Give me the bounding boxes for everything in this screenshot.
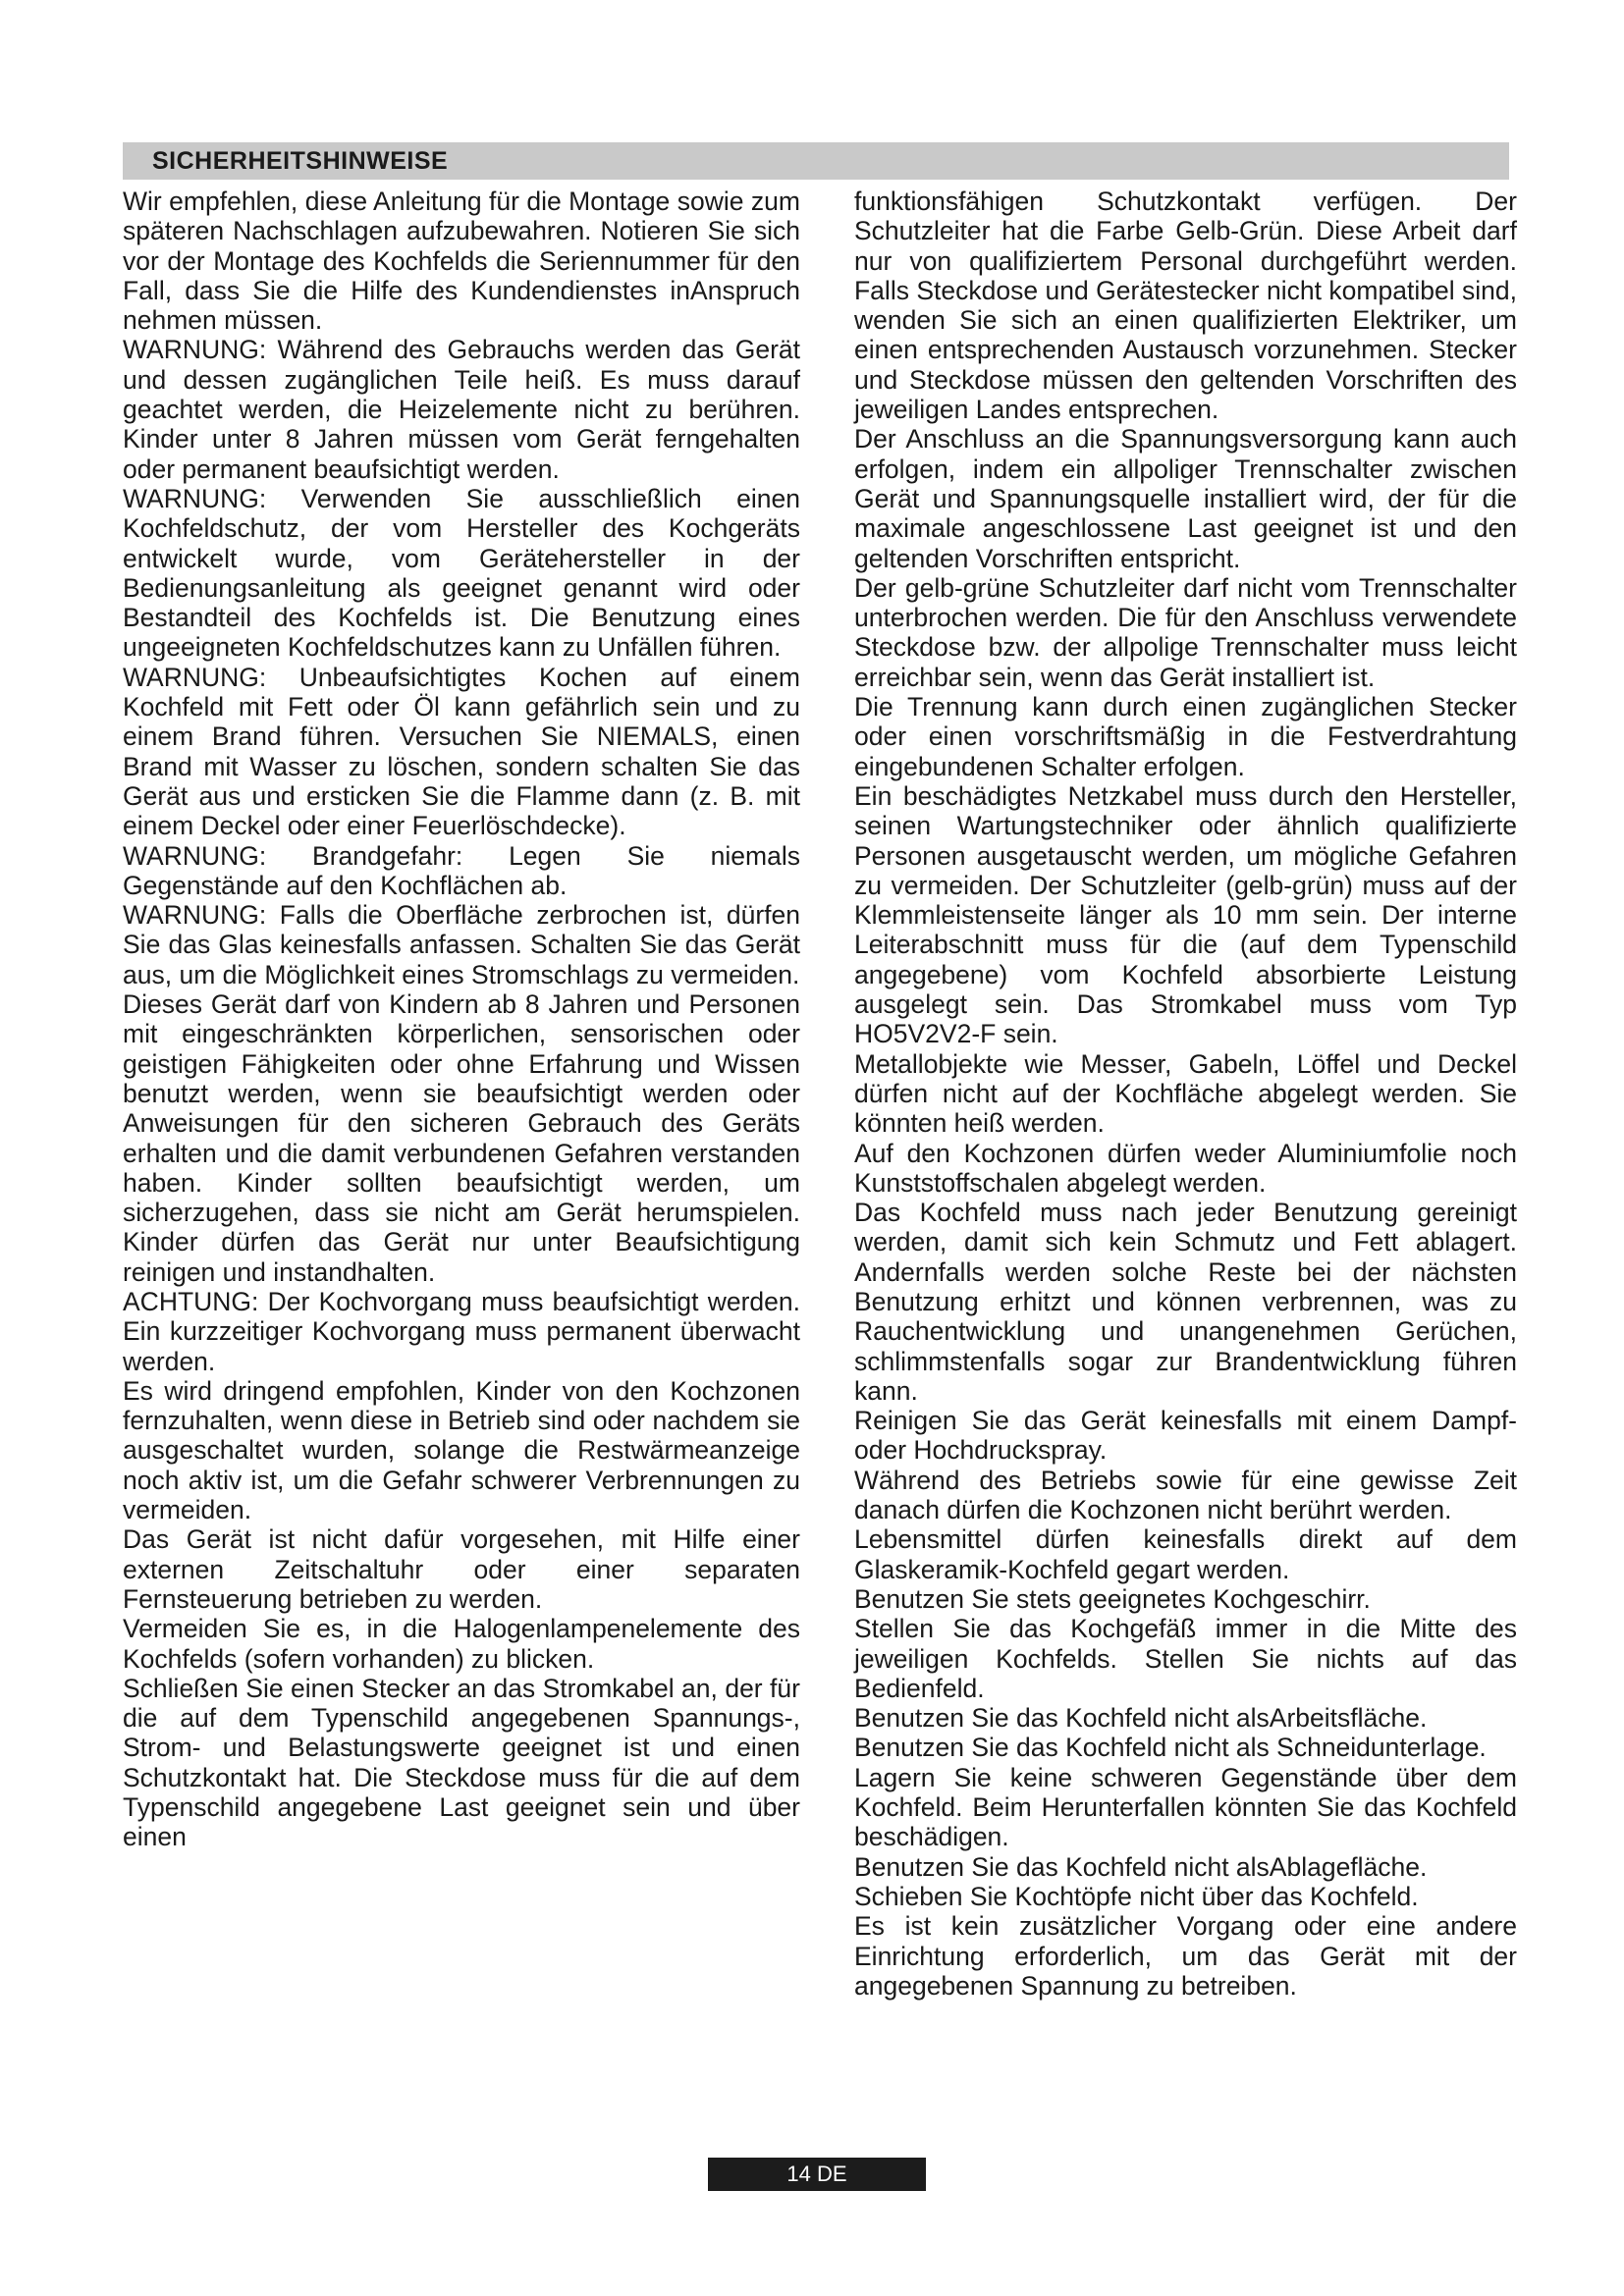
paragraph: Lebensmittel dürfen keinesfalls direkt auf dem Glaskeramik-Kochfeld gegart werden. (854, 1524, 1517, 1584)
paragraph: Benutzen Sie das Kochfeld nicht alsArbeitsfläche. (854, 1703, 1428, 1734)
right-column (854, 187, 1517, 2001)
paragraph: Es wird dringend empfohlen, Kinder von den Kochzonen fernzuhalten, wenn diese in Betrieb sind oder nachdem sie ausgeschaltet wurden, solange die Restwärmeanzeige noch aktiv ist, um die Gefahr schwerer Verbrennungen zu vermeiden. (123, 1375, 800, 1525)
paragraph: WARNUNG: Unbeaufsichtigtes Kochen auf einem Kochfeld mit Fett oder Öl kann gefährlich sein und zu einem Brand führen. Versuchen Sie NIEMALS, einen Brand mit Wasser zu löschen, sondern schalten Sie das Gerät aus und ersticken Sie die Flamme dann (z. B. mit einem Deckel oder einer Feuerlöschdecke). (123, 662, 800, 841)
paragraph: Metallobjekte wie Messer, Gabeln, Löffel und Deckel dürfen nicht auf der Kochfläche abgelegt werden. Sie könnten heiß werden. (854, 1048, 1517, 1139)
paragraph: Benutzen Sie stets geeignetes Kochgeschirr. (854, 1583, 1371, 1614)
paragraph: Die Trennung kann durch einen zugänglichen Stecker oder einen vorschriftsmäßig in die Festverdrahtung eingebundenen Schalter erfolgen. (854, 692, 1517, 781)
paragraph: Vermeiden Sie es, in die Halogenlampenelemente des Kochfelds (sofern vorhanden) zu blicken. (123, 1614, 800, 1674)
paragraph: Es ist kein zusätzlicher Vorgang oder eine andere Einrichtung erforderlich, um das Gerät mit der angegebenen Spannung zu betreiben. (854, 1911, 1517, 2001)
paragraph: Während des Betriebs sowie für eine gewisse Zeit danach dürfen die Kochzonen nicht berührt werden. (854, 1465, 1517, 1525)
paragraph: funktionsfähigen Schutzkontakt verfügen. Der Schutzleiter hat die Farbe Gelb-Grün. Diese Arbeit darf nur von qualifiziertem Personal durchgeführt werden. Falls Steckdose und Gerätestecker nicht kompatibel sind, wenden Sie sich an einen qualifizierten Elektriker, um einen entsprechenden Austausch vorzunehmen. Stecker und Steckdose müssen den geltenden Vorschriften des jeweiligen Landes entsprechen. (854, 187, 1517, 425)
paragraph: Der gelb-grüne Schutzleiter darf nicht vom Trennschalter unterbrochen werden. Die für den Anschluss verwendete Steckdose bzw. der allpolige Trennschalter muss leicht erreichbar sein, wenn das Gerät installiert ist. (854, 572, 1517, 692)
page-number: 14 DE (708, 2158, 926, 2191)
paragraph: WARNUNG: Während des Gebrauchs werden das Gerät und dessen zugänglichen Teile heiß. Es muss darauf geachtet werden, die Heizelemente nicht zu berühren. Kinder unter 8 Jahren müssen vom Gerät ferngehalten oder permanent beaufsichtigt werden. (123, 335, 800, 484)
paragraph: Ein beschädigtes Netzkabel muss durch den Hersteller, seinen Wartungstechniker oder ähnlich qualifizierte Personen ausgetauscht werden, um mögliche Gefahren zu vermeiden. Der Schutzleiter (gelb-grün) muss auf der Klemmleistenseite länger als 10 mm sein. Der interne Leiterabschnitt muss für die (auf dem Typenschild angegebene) vom Kochfeld absorbierte Leistung ausgelegt sein. Das Stromkabel muss vom Typ HO5V2V2-F sein. (854, 780, 1517, 1049)
paragraph: Wir empfehlen, diese Anleitung für die Montage sowie zum späteren Nachschlagen aufzubewahren. Notieren Sie sich vor der Montage des Kochfelds die Seriennummer für den Fall, dass Sie die Hilfe des Kundendienstes inAnspruch nehmen müssen. (123, 187, 800, 336)
paragraph: Der Anschluss an die Spannungsversorgung kann auch erfolgen, indem ein allpoliger Trennschalter zwischen Gerät und Spannungsquelle installiert wird, der für die maximale angeschlossene Last geeignet ist und den geltenden Vorschriften entspricht. (854, 424, 1517, 573)
paragraph: Reinigen Sie das Gerät keinesfalls mit einem Dampf- oder Hochdruckspray. (854, 1406, 1517, 1466)
paragraph: Das Kochfeld muss nach jeder Benutzung gereinigt werden, damit sich kein Schmutz und Fett ablagert. Andernfalls werden solche Reste bei der nächsten Benutzung erhitzt und können verbrennen, was zu Rauchentwicklung und unangenehmen Gerüchen, schlimmstenfalls sogar zur Brandentwicklung führen kann. (854, 1198, 1517, 1406)
paragraph: WARNUNG: Verwenden Sie ausschließlich einen Kochfeldschutz, der vom Hersteller des Kochgeräts entwickelt wurde, vom Gerätehersteller in der Bedienungsanleitung als geeignet genannt wird oder Bestandteil des Kochfelds ist. Die Benutzung eines ungeeigneten Kochfeldschutzes kann zu Unfällen führen. (123, 483, 800, 663)
paragraph: Dieses Gerät darf von Kindern ab 8 Jahren und Personen mit eingeschränkten körperlichen, sensorischen oder geistigen Fähigkeiten oder ohne Erfahrung und Wissen benutzt werden, wenn sie beaufsichtigt werden oder Anweisungen für den sicheren Gebrauch des Geräts erhalten und die damit verbundenen Gefahren verstanden haben. Kinder sollten beaufsichtigt werden, um sicherzugehen, dass sie nicht am Gerät herumspielen. Kinder dürfen das Gerät nur unter Beaufsichtigung reinigen und instandhalten. (123, 989, 800, 1287)
paragraph: Auf den Kochzonen dürfen weder Aluminiumfolie noch Kunststoffschalen abgelegt werden. (854, 1138, 1517, 1198)
paragraph: Lagern Sie keine schweren Gegenstände über dem Kochfeld. Beim Herunterfallen könnten Sie das Kochfeld beschädigen. (854, 1762, 1517, 1852)
paragraph: Schließen Sie einen Stecker an das Stromkabel an, der für die auf dem Typenschild angegebenen Spannungs-, Strom- und Belastungswerte geeignet ist und einen Schutzkontakt hat. Die Steckdose muss für die auf dem Typenschild angegebene Last geeignet sein und über einen (123, 1673, 800, 1852)
paragraph: WARNUNG: Brandgefahr: Legen Sie niemals Gegenstände auf den Kochflächen ab. (123, 840, 800, 900)
left-column (123, 187, 800, 1852)
paragraph: Stellen Sie das Kochgefäß immer in die Mitte des jeweiligen Kochfelds. Stellen Sie nichts auf das Bedienfeld. (854, 1614, 1517, 1703)
paragraph: Benutzen Sie das Kochfeld nicht alsAblagefläche. (854, 1851, 1428, 1882)
paragraph: ACHTUNG: Der Kochvorgang muss beaufsichtigt werden. Ein kurzzeitiger Kochvorgang muss permanent überwacht werden. (123, 1286, 800, 1376)
paragraph: Benutzen Sie das Kochfeld nicht als Schneidunterlage. (854, 1733, 1487, 1763)
section-header-bar (123, 142, 1509, 180)
paragraph: WARNUNG: Falls die Oberfläche zerbrochen ist, dürfen Sie das Glas keinesfalls anfassen. Schalten Sie das Gerät aus, um die Möglichkeit eines Stromschlags zu vermeiden. (123, 900, 800, 989)
section-title: SICHERHEITSHINWEISE (152, 147, 449, 175)
paragraph: Das Gerät ist nicht dafür vorgesehen, mit Hilfe einer externen Zeitschaltuhr oder einer separaten Fernsteuerung betrieben zu werden. (123, 1524, 800, 1614)
paragraph: Schieben Sie Kochtöpfe nicht über das Kochfeld. (854, 1881, 1419, 1911)
